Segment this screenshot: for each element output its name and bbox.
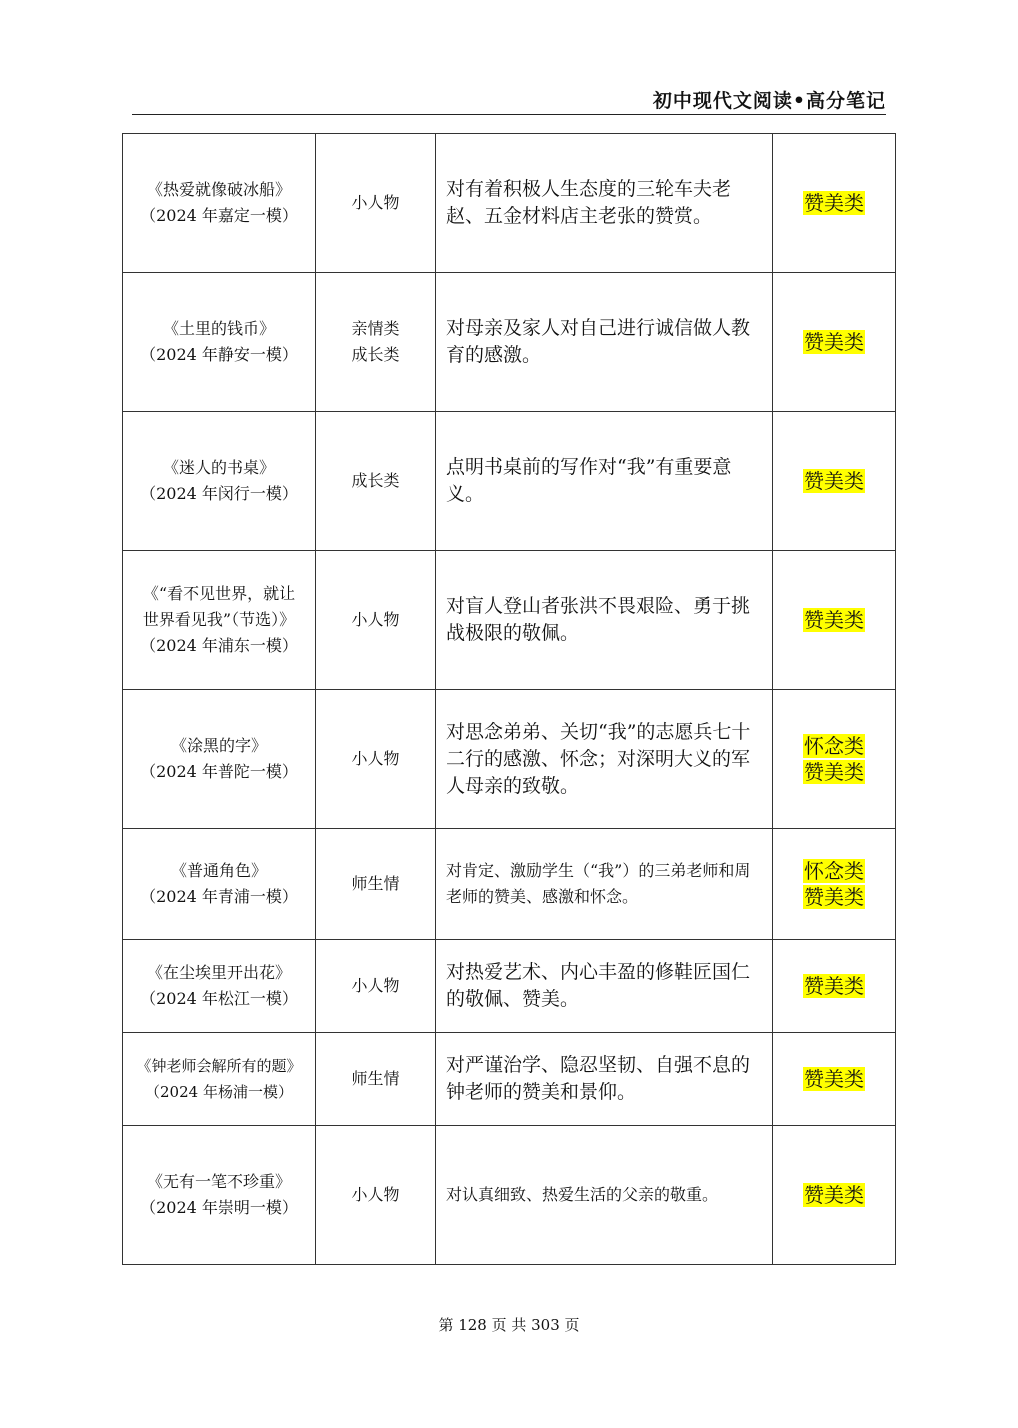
category-cell: 小人物 [316, 551, 436, 690]
reading-notes-table [122, 133, 896, 1265]
description-cell: 对思念弟弟、关切“我”的志愿兵七十二行的感激、怀念；对深明大义的军人母亲的致敬。 [436, 690, 773, 829]
article-title-cell: 《热爱就像破冰船》 （2024 年嘉定一模） [123, 134, 316, 273]
type-cell [773, 1033, 896, 1126]
type-cell [773, 1126, 896, 1265]
table-row [123, 1126, 896, 1265]
table-row [123, 829, 896, 940]
category-cell: 小人物 [316, 690, 436, 829]
description-cell: 对严谨治学、隐忍坚韧、自强不息的钟老师的赞美和景仰。 [436, 1033, 773, 1126]
type-highlight: 赞美类 [804, 469, 864, 493]
article-title-cell: 《迷人的书桌》 （2024 年闵行一模） [123, 412, 316, 551]
description-cell: 对认真细致、热爱生活的父亲的敬重。 [436, 1126, 773, 1265]
table-row [123, 134, 896, 273]
type-highlight: 赞美类 [804, 330, 864, 354]
type-highlight: 怀念类 [804, 859, 864, 883]
type-cell [773, 690, 896, 829]
description-cell: 对肯定、激励学生（“我”）的三弟老师和周老师的赞美、感激和怀念。 [436, 829, 773, 940]
type-highlight: 赞美类 [804, 191, 864, 215]
article-title-cell: 《无有一笔不珍重》 （2024 年崇明一模） [123, 1126, 316, 1265]
table-row [123, 940, 896, 1033]
article-title-cell: 《“看不见世界，就让 世界看见我”（节选）》 （2024 年浦东一模） [123, 551, 316, 690]
type-highlight: 赞美类 [804, 885, 864, 909]
type-cell [773, 551, 896, 690]
category-cell: 小人物 [316, 1126, 436, 1265]
description-cell: 对有着积极人生态度的三轮车夫老赵、五金材料店主老张的赞赏。 [436, 134, 773, 273]
page-number: 第 128 页 共 303 页 [438, 1316, 580, 1334]
article-title-cell: 《涂黑的字》 （2024 年普陀一模） [123, 690, 316, 829]
type-cell [773, 412, 896, 551]
header-title: 初中现代文阅读•高分笔记 [652, 90, 886, 112]
type-cell [773, 134, 896, 273]
type-highlight: 赞美类 [804, 974, 864, 998]
category-cell: 小人物 [316, 940, 436, 1033]
table-row [123, 412, 896, 551]
category-cell: 小人物 [316, 134, 436, 273]
type-highlight: 赞美类 [804, 1067, 864, 1091]
type-cell [773, 273, 896, 412]
page-header [132, 84, 886, 115]
category-cell: 亲情类 成长类 [316, 273, 436, 412]
description-cell: 点明书桌前的写作对“我”有重要意义。 [436, 412, 773, 551]
category-cell: 成长类 [316, 412, 436, 551]
description-cell: 对盲人登山者张洪不畏艰险、勇于挑战极限的敬佩。 [436, 551, 773, 690]
type-cell [773, 829, 896, 940]
article-title-cell: 《钟老师会解所有的题》 （2024 年杨浦一模） [123, 1033, 316, 1126]
table-row [123, 551, 896, 690]
type-highlight: 赞美类 [804, 1183, 864, 1207]
category-cell: 师生情 [316, 1033, 436, 1126]
type-highlight: 怀念类 [804, 734, 864, 758]
table-row [123, 1033, 896, 1126]
description-cell: 对母亲及家人对自己进行诚信做人教育的感激。 [436, 273, 773, 412]
description-cell: 对热爱艺术、内心丰盈的修鞋匠国仁的敬佩、赞美。 [436, 940, 773, 1033]
table-row [123, 690, 896, 829]
type-highlight: 赞美类 [804, 760, 864, 784]
article-title-cell: 《在尘埃里开出花》 （2024 年松江一模） [123, 940, 316, 1033]
type-highlight: 赞美类 [804, 608, 864, 632]
category-cell: 师生情 [316, 829, 436, 940]
type-cell [773, 940, 896, 1033]
article-title-cell: 《土里的钱币》 （2024 年静安一模） [123, 273, 316, 412]
table-row [123, 273, 896, 412]
article-title-cell: 《普通角色》 （2024 年青浦一模） [123, 829, 316, 940]
